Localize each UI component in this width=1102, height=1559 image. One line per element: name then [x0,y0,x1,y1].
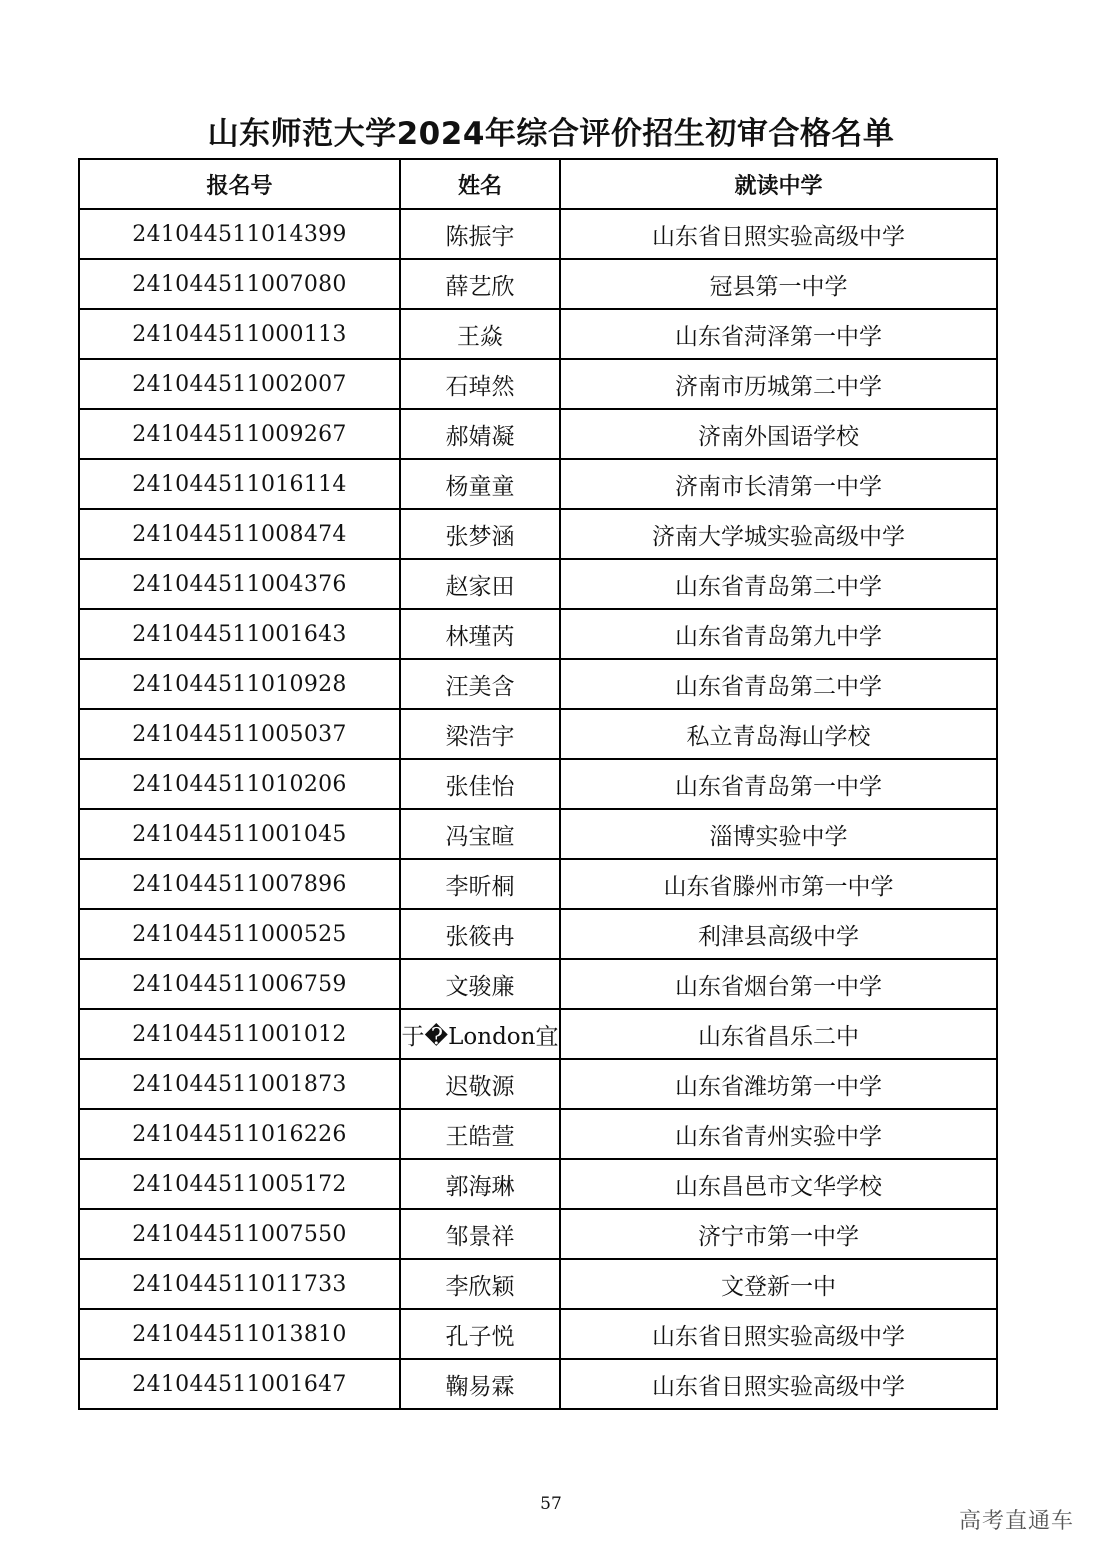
registration-number-cell: 241044511016226 [79,1109,400,1159]
student-name-cell: 郭海琳 [400,1159,560,1209]
school-cell: 山东省日照实验高级中学 [560,209,997,259]
table-row [79,1359,997,1409]
student-name-cell: 赵家田 [400,559,560,609]
table-row [79,809,997,859]
student-name-cell: 冯宝暄 [400,809,560,859]
table-row [79,1109,997,1159]
registration-number-cell: 241044511009267 [79,409,400,459]
school-cell: 山东省潍坊第一中学 [560,1059,997,1109]
page-number: 57 [540,1494,562,1514]
student-name-cell: 邹景祥 [400,1209,560,1259]
registration-number-cell: 241044511014399 [79,209,400,259]
table-row [79,409,997,459]
student-name-cell: 陈振宇 [400,209,560,259]
student-name-cell: 王焱 [400,309,560,359]
school-cell: 济宁市第一中学 [560,1209,997,1259]
student-name-cell: 孔子悦 [400,1309,560,1359]
registration-number-cell: 241044511001012 [79,1009,400,1059]
school-cell: 山东昌邑市文华学校 [560,1159,997,1209]
student-name-cell: 李欣颖 [400,1259,560,1309]
student-name-cell: 石琸然 [400,359,560,409]
student-name-cell: 梁浩宇 [400,709,560,759]
table-row [79,909,997,959]
table-row [79,609,997,659]
table-row [79,559,997,609]
table-row [79,209,997,259]
student-name-cell: 郝婧凝 [400,409,560,459]
table-row [79,659,997,709]
registration-number-cell: 241044511001873 [79,1059,400,1109]
school-cell: 济南大学城实验高级中学 [560,509,997,559]
registration-number-cell: 241044511010928 [79,659,400,709]
table-row [79,1259,997,1309]
registration-number-cell: 241044511001647 [79,1359,400,1409]
student-name-cell: 鞠易霖 [400,1359,560,1409]
watermark-text: 高考直通车 [958,1509,1074,1534]
header-name: 姓名 [400,159,560,209]
registration-number-cell: 241044511001045 [79,809,400,859]
registration-number-cell: 241044511010206 [79,759,400,809]
school-cell: 利津县高级中学 [560,909,997,959]
table-header [79,159,997,209]
table-row [79,359,997,409]
table-row [79,459,997,509]
table-row [79,959,997,1009]
school-cell: 山东省青岛第一中学 [560,759,997,809]
school-cell: 山东省菏泽第一中学 [560,309,997,359]
school-cell: 山东省日照实验高级中学 [560,1309,997,1359]
registration-number-cell: 241044511005172 [79,1159,400,1209]
registration-number-cell: 241044511006759 [79,959,400,1009]
registration-number-cell: 241044511013810 [79,1309,400,1359]
registration-number-cell: 241044511007896 [79,859,400,909]
school-cell: 山东省青岛第九中学 [560,609,997,659]
student-name-cell: 于�London宜 [400,1009,560,1059]
qualified-list-table [78,158,998,1410]
page-title: 山东师范大学2024年综合评价招生初审合格名单 [207,116,895,152]
table-row [79,1209,997,1259]
student-name-cell: 张佳怡 [400,759,560,809]
registration-number-cell: 241044511000525 [79,909,400,959]
table-row [79,1159,997,1209]
school-cell: 淄博实验中学 [560,809,997,859]
school-cell: 山东省青州实验中学 [560,1109,997,1159]
table-row [79,509,997,559]
student-name-cell: 张筱冉 [400,909,560,959]
registration-number-cell: 241044511005037 [79,709,400,759]
school-cell: 山东省青岛第二中学 [560,559,997,609]
registration-number-cell: 241044511001643 [79,609,400,659]
school-cell: 冠县第一中学 [560,259,997,309]
table-body [79,209,997,1409]
school-cell: 山东省烟台第一中学 [560,959,997,1009]
table-row [79,1309,997,1359]
student-name-cell: 杨童童 [400,459,560,509]
table-row [79,259,997,309]
header-registration-number: 报名号 [79,159,400,209]
school-cell: 山东省青岛第二中学 [560,659,997,709]
table-row [79,759,997,809]
student-name-cell: 李昕桐 [400,859,560,909]
student-name-cell: 文骏廉 [400,959,560,1009]
student-name-cell: 汪美含 [400,659,560,709]
registration-number-cell: 241044511008474 [79,509,400,559]
school-cell: 私立青岛海山学校 [560,709,997,759]
student-name-cell: 迟敬源 [400,1059,560,1109]
school-cell: 济南外国语学校 [560,409,997,459]
school-cell: 文登新一中 [560,1259,997,1309]
school-cell: 济南市长清第一中学 [560,459,997,509]
registration-number-cell: 241044511000113 [79,309,400,359]
school-cell: 济南市历城第二中学 [560,359,997,409]
table-row [79,309,997,359]
school-cell: 山东省日照实验高级中学 [560,1359,997,1409]
student-name-cell: 张梦涵 [400,509,560,559]
registration-number-cell: 241044511004376 [79,559,400,609]
registration-number-cell: 241044511016114 [79,459,400,509]
registration-number-cell: 241044511002007 [79,359,400,409]
table-row [79,1059,997,1109]
school-cell: 山东省昌乐二中 [560,1009,997,1059]
table-row [79,859,997,909]
registration-number-cell: 241044511007080 [79,259,400,309]
student-name-cell: 林瑾芮 [400,609,560,659]
header-row [79,159,997,209]
school-cell: 山东省滕州市第一中学 [560,859,997,909]
student-name-cell: 薛艺欣 [400,259,560,309]
header-school: 就读中学 [560,159,997,209]
table-row [79,709,997,759]
registration-number-cell: 241044511011733 [79,1259,400,1309]
student-name-cell: 王皓萱 [400,1109,560,1159]
registration-number-cell: 241044511007550 [79,1209,400,1259]
table-row [79,1009,997,1059]
